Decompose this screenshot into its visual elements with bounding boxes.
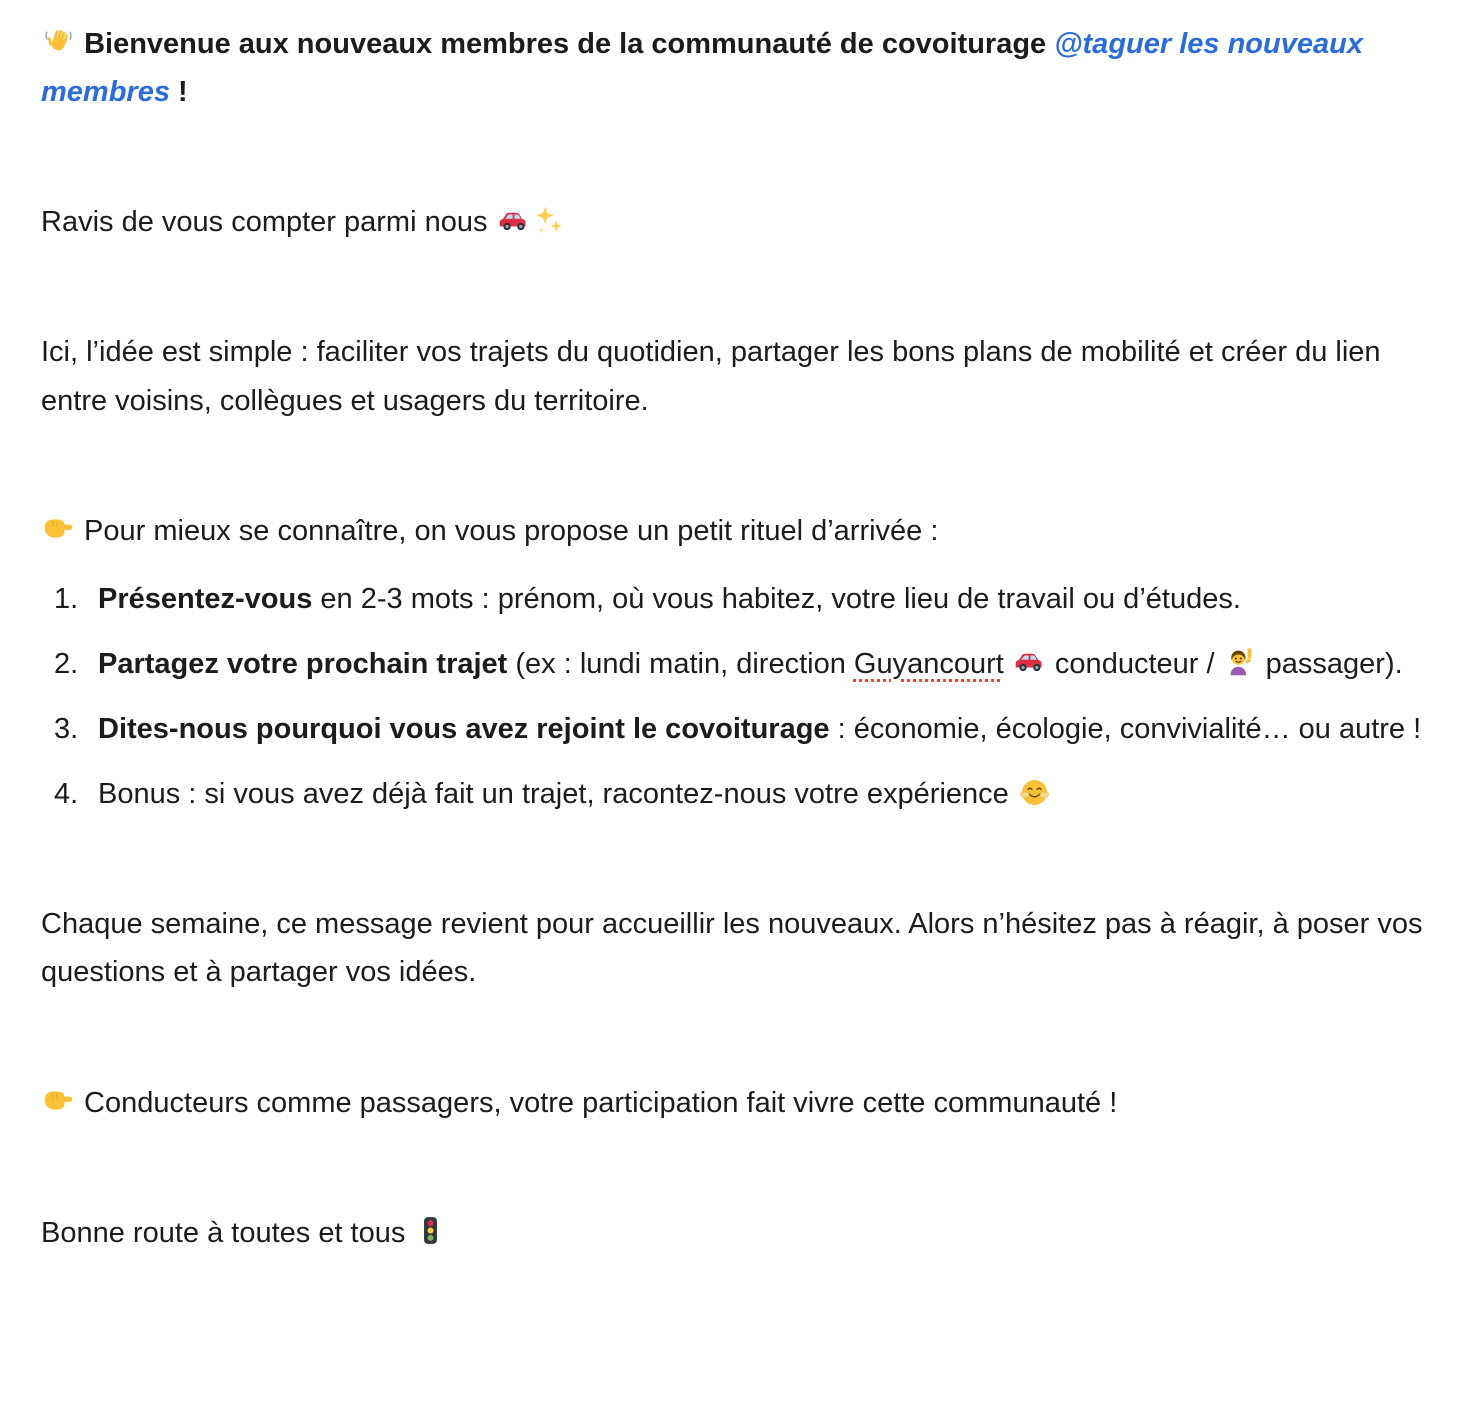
person-raising-hand-icon <box>1225 646 1256 677</box>
text-run: Bonne route à toutes et tous <box>41 1216 414 1249</box>
text-run: Bienvenue aux nouveaux membres de la communauté de covoiturage <box>84 28 1055 60</box>
text-run: Pour mieux se connaître, on vous propose un petit rituel d’arrivée : <box>76 514 939 547</box>
ritual-intro <box>41 507 1430 555</box>
list-item-1 <box>41 575 1430 623</box>
text-run: Conducteurs comme passagers, votre participation fait vivre cette communauté ! <box>76 1086 1118 1119</box>
list-item-4 <box>41 770 1430 818</box>
text-run <box>1004 648 1012 680</box>
mention-link[interactable]: @taguer les nouveaux membres <box>41 28 1363 109</box>
text-run: : économie, écologie, convivialité… ou autre ! <box>829 713 1422 745</box>
welcome-heading <box>41 20 1430 116</box>
text-run: Ici, l’idée est simple : faciliter vos trajets du quotidien, partager les bons plans de mobilité et créer du lien entre voisins, collègues et usagers du territoire. <box>41 336 1381 417</box>
list-item-3 <box>41 705 1430 753</box>
text-run: (ex : lundi matin, direction <box>507 647 854 680</box>
weekly-message-paragraph <box>41 900 1430 996</box>
list-item-number: 3. <box>54 713 79 745</box>
list-item-number: 2. <box>54 647 79 680</box>
text-run: conducteur / <box>1046 647 1223 680</box>
pointing-right-icon <box>43 513 74 544</box>
misspelled-word: Guyancourt <box>853 647 1004 680</box>
sparkles-icon <box>533 205 564 236</box>
pointing-right-icon <box>43 1085 74 1116</box>
text-run: Dites-nous pourquoi vous avez rejoint le covoiturage <box>98 713 830 745</box>
red-car-icon <box>1014 646 1045 677</box>
text-run: en 2-3 mots : prénom, où vous habitez, votre lieu de travail ou d’études. <box>312 582 1241 615</box>
document <box>41 20 1430 1257</box>
traffic-light-icon <box>415 1215 446 1246</box>
text-run: Ravis de vous compter parmi nous <box>41 206 496 239</box>
text-run <box>76 28 84 60</box>
text-run: Présentez-vous <box>98 582 313 615</box>
list-item-text <box>98 713 1421 745</box>
participation-paragraph <box>41 1079 1430 1127</box>
list-item-number: 1. <box>54 582 79 615</box>
red-car-icon <box>498 205 529 236</box>
concept-paragraph <box>41 328 1430 424</box>
greeting-line <box>41 198 1430 246</box>
arrival-ritual-list <box>41 575 1430 819</box>
list-item-2 <box>41 640 1430 688</box>
list-item-text <box>98 778 1052 810</box>
text-run: passager). <box>1257 647 1403 680</box>
text-run: Bonus : si vous avez déjà fait un trajet, racontez-nous votre expérience <box>98 778 1017 811</box>
text-run: Partagez votre prochain trajet <box>98 647 508 680</box>
text-run: Chaque semaine, ce message revient pour accueillir les nouveaux. Alors n’hésitez pas à réagir, à poser vos questions et à partager vos idées. <box>41 908 1423 989</box>
list-item-text <box>98 648 1403 680</box>
hugging-face-icon <box>1019 777 1050 808</box>
list-item-number: 4. <box>54 778 79 811</box>
text-run: ! <box>169 76 188 109</box>
closing-line <box>41 1209 1430 1257</box>
list-item-text <box>98 583 1241 615</box>
waving-hand-icon <box>43 27 74 58</box>
